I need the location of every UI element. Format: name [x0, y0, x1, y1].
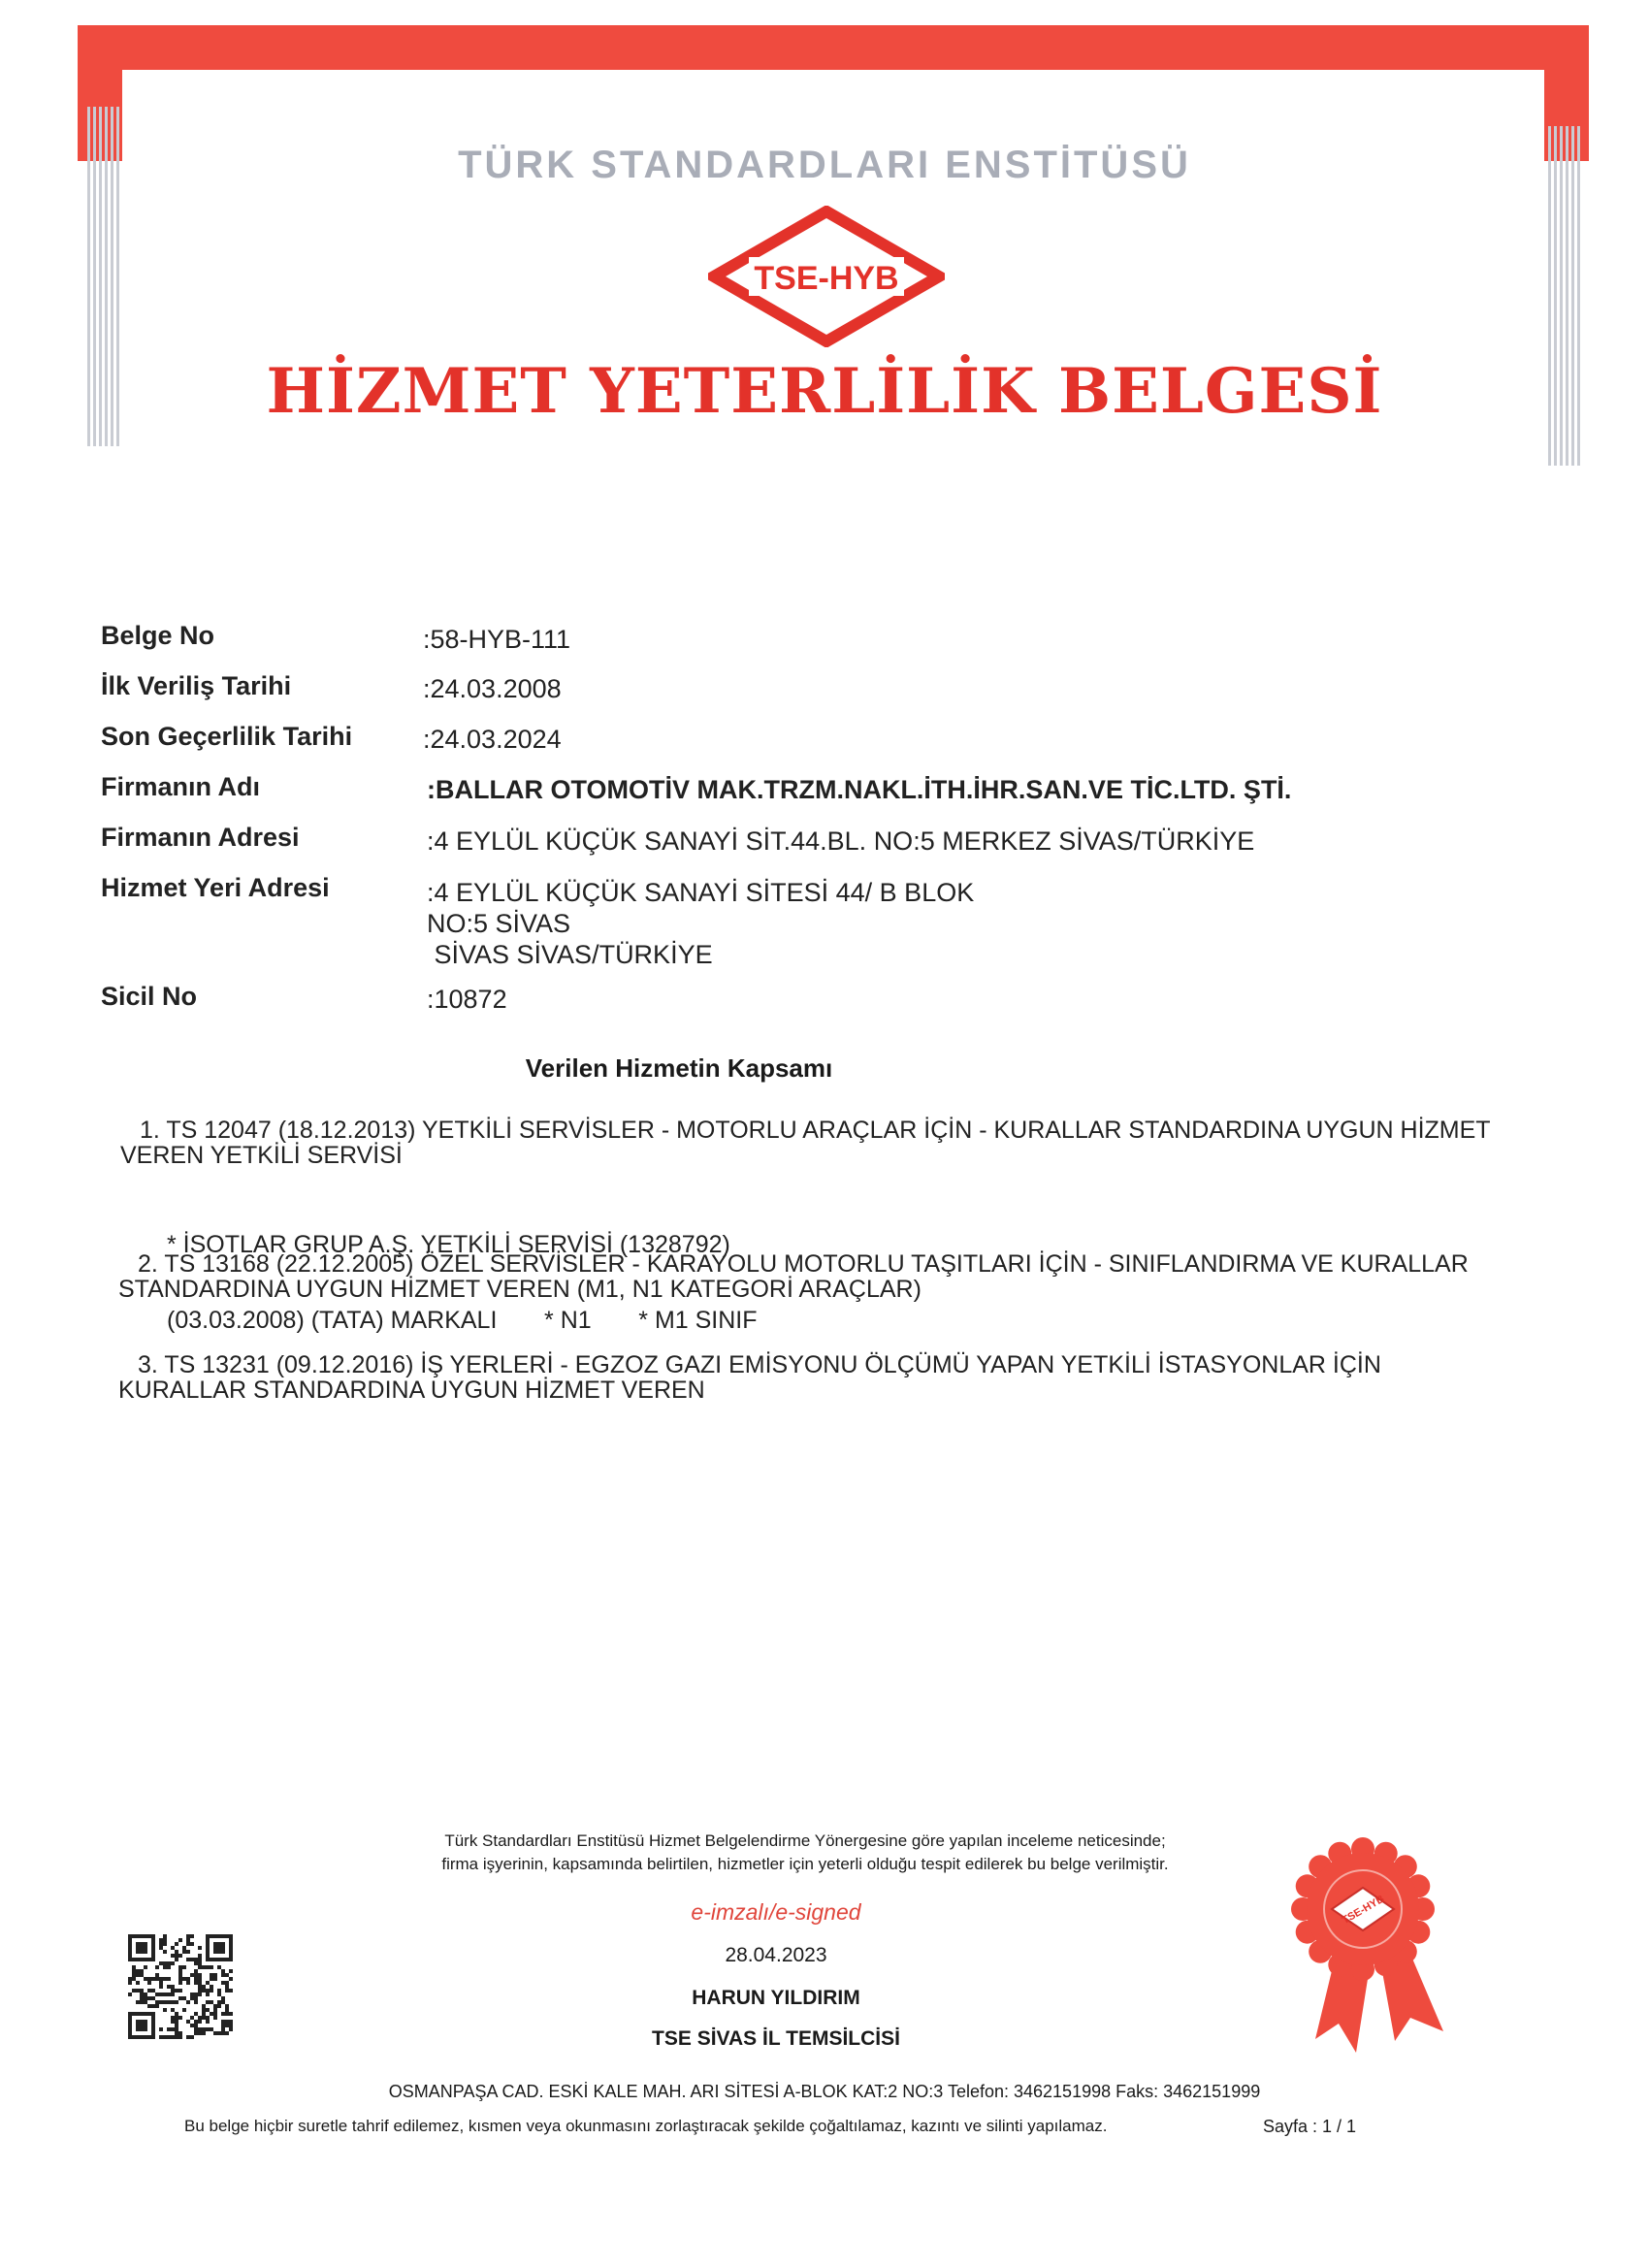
tse-seal-rosette	[1278, 1833, 1447, 2057]
value-son-gecerlilik-tarihi: :24.03.2024	[423, 725, 562, 754]
label-firma-adi: Firmanın Adı	[101, 772, 261, 801]
scope-item-3	[118, 1352, 1381, 1403]
label-belge-no: Belge No	[101, 621, 215, 650]
label-hizmet-yeri-adresi: Hizmet Yeri Adresi	[101, 873, 330, 902]
address-line-1: :4 EYLÜL KÜÇÜK SANAYİ SİTESİ 44/ B BLOK	[427, 878, 975, 907]
scope-heading: Verilen Hizmetin Kapsamı	[525, 1053, 833, 1083]
value-sicil-no: :10872	[427, 985, 507, 1014]
scope-item-1	[120, 1118, 1491, 1168]
tse-hyb-logo	[708, 206, 945, 347]
office-address: OSMANPAŞA CAD. ESKİ KALE MAH. ARI SİTESİ A-BLOK KAT:2 NO:3 Telefon: 3462151998 Faks: 3462151999	[388, 2082, 1261, 2101]
logo-text: TSE-HYB	[754, 260, 899, 297]
value-hizmet-yeri-adresi	[427, 877, 974, 970]
scope-item-1-line-2: VEREN YETKİLİ SERVİSİ	[120, 1142, 403, 1169]
value-ilk-verilis-tarihi: :24.03.2008	[423, 674, 562, 703]
label-son-gecerlilik-tarihi: Son Geçerlilik Tarihi	[101, 722, 353, 751]
qr-code[interactable]	[128, 1934, 233, 2039]
scope-item-2-line-2: STANDARDINA UYGUN HİZMET VEREN (M1, N1 KATEGORİ ARAÇLAR)	[118, 1276, 922, 1303]
label-sicil-no: Sicil No	[101, 982, 198, 1011]
e-signed-label: e-imzalı/e-signed	[691, 1899, 861, 1925]
scope-item-2	[118, 1251, 1469, 1302]
institute-name: TÜRK STANDARDLARI ENSTİTÜSÜ	[458, 144, 1191, 186]
statement-line-2: firma işyerinin, kapsamında belirtilen, hizmetler için yeterli olduğu tespit edilerek bu belge verilmiştir.	[441, 1855, 1169, 1873]
certificate-title: HİZMET YETERLİLİK BELGESİ	[266, 355, 1383, 428]
page-number: Sayfa : 1 / 1	[1263, 2117, 1357, 2136]
signature-date: 28.04.2023	[725, 1944, 827, 1966]
scope-item-1-line-1: 1. TS 12047 (18.12.2013) YETKİLİ SERVİSLER - MOTORLU ARAÇLAR İÇİN - KURALLAR STANDARDINA UYGUN HİZMET	[140, 1117, 1491, 1144]
scope-item-1-sub-line-1: * İSOTLAR GRUP A.Ş. YETKİLİ SERVİSİ (1328792)	[167, 1231, 730, 1258]
address-line-3: SİVAS SİVAS/TÜRKİYE	[427, 940, 713, 969]
label-ilk-verilis-tarihi: İlk Veriliş Tarihi	[101, 671, 292, 700]
scope-item-3-line-1: 3. TS 13231 (09.12.2016) İŞ YERLERİ - EGZOZ GAZI EMİSYONU ÖLÇÜMÜ YAPAN YETKİLİ İSTASYONLAR İÇİN	[138, 1351, 1381, 1378]
scope-item-3-line-2: KURALLAR STANDARDINA UYGUN HİZMET VEREN	[118, 1377, 705, 1404]
signer-name: HARUN YILDIRIM	[692, 1987, 860, 2009]
label-firma-adresi: Firmanın Adresi	[101, 823, 300, 852]
top-banner	[78, 25, 1589, 70]
certification-statement	[320, 1830, 1290, 1876]
scope-item-1-sub-line-2: (03.03.2008) (TATA) MARKALI * N1 * M1 SINIF	[167, 1307, 758, 1334]
disclaimer: Bu belge hiçbir suretle tahrif edilemez, kısmen veya okunmasını zorlaştıracak şekilde çoğaltılamaz, kazıntı ve silinti yapılamaz.	[184, 2117, 1108, 2135]
address-line-2: NO:5 SİVAS	[427, 909, 571, 938]
seal-text: TSE-HYB	[1340, 1893, 1387, 1928]
value-belge-no: :58-HYB-111	[423, 625, 571, 654]
value-firma-adresi: :4 EYLÜL KÜÇÜK SANAYİ SİT.44.BL. NO:5 MERKEZ SİVAS/TÜRKİYE	[427, 826, 1255, 856]
statement-line-1: Türk Standardları Enstitüsü Hizmet Belgelendirme Yönergesine göre yapılan inceleme neticesinde;	[444, 1831, 1166, 1850]
value-firma-adi: :BALLAR OTOMOTİV MAK.TRZM.NAKL.İTH.İHR.SAN.VE TİC.LTD. ŞTİ.	[427, 775, 1292, 804]
signer-title: TSE SİVAS İL TEMSİLCİSİ	[652, 2027, 900, 2050]
scope-item-2-line-1: 2. TS 13168 (22.12.2005) ÖZEL SERVİSLER - KARAYOLU MOTORLU TAŞITLARI İÇİN - SINIFLANDIRMA VE KURALLAR	[138, 1250, 1469, 1278]
